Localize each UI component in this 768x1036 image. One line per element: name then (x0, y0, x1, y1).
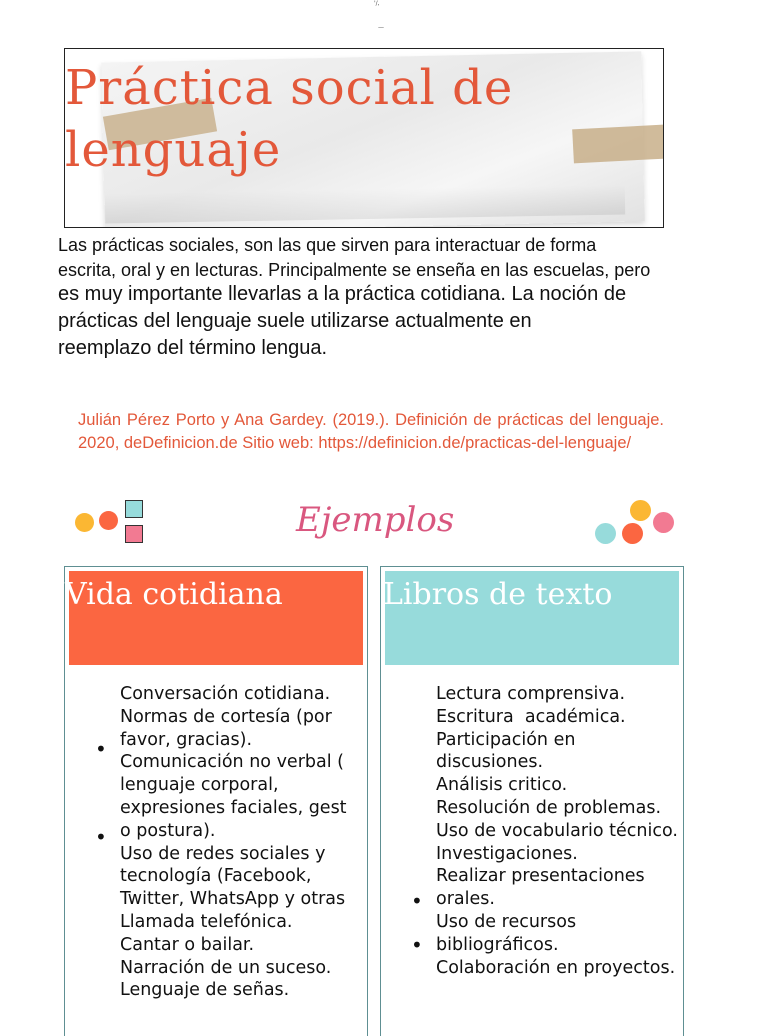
list-item: Normas de cortesía (por (120, 706, 332, 727)
list-item: Análisis critico. (436, 775, 568, 796)
orange-dot-decoration (622, 523, 643, 544)
column-header-label: Libros de texto (383, 577, 613, 612)
list-item: lenguaje corporal, (120, 775, 279, 796)
pink-dot-decoration (653, 512, 674, 533)
teal-square-decoration (125, 500, 143, 518)
intro-paragraph-part-2 (58, 281, 708, 362)
list-item: bibliográficos. (436, 934, 559, 955)
list-item: Lectura comprensiva. (436, 684, 626, 704)
list-item: Uso de redes sociales y (120, 843, 326, 864)
page-title (65, 57, 513, 181)
bullet-icon: • (95, 825, 107, 849)
column-header-daily-life (65, 571, 363, 665)
list-item: Participación en (436, 729, 576, 750)
list-item: Escritura académica. (436, 706, 626, 727)
top-mark: '/, (374, 0, 380, 7)
daily-life-list (120, 683, 347, 1002)
list-item: Cantar o bailar. (120, 934, 255, 955)
list-item: Investigaciones. (436, 843, 578, 864)
bullet-icon: • (95, 737, 107, 761)
yellow-dot-decoration (75, 513, 94, 532)
column-textbooks (380, 566, 684, 1036)
column-daily-life (64, 566, 368, 1036)
top-dash: — (378, 24, 384, 31)
intro-line: es muy importante llevarlas a la práctica cotidiana. La noción de (58, 283, 627, 305)
intro-line: prácticas del lenguaje suele utilizarse actualmente en (58, 310, 532, 332)
list-item: Resolución de problemas. (436, 797, 662, 818)
pink-square-decoration (125, 525, 143, 543)
intro-line: reemplazo del término lengua. (58, 337, 328, 359)
list-item: o postura). (120, 820, 216, 841)
list-item: Comunicación no verbal ( (120, 752, 344, 773)
title-line-2: lenguaje (65, 122, 282, 178)
list-item: discusiones. (436, 752, 544, 773)
list-item: Lenguaje de señas. (120, 980, 290, 1001)
list-item: Uso de recursos (436, 911, 577, 932)
list-item: Uso de vocabulario técnico. (436, 820, 678, 841)
list-item: Twitter, WhatsApp y otras (120, 889, 346, 910)
intro-line: Las prácticas sociales, son las que sirven para interactuar de forma (58, 235, 597, 255)
list-item: favor, gracias). (120, 729, 253, 750)
list-item: tecnología (Facebook, (120, 866, 312, 887)
examples-heading: Ejemplos (296, 500, 455, 540)
column-header-label: Vida cotidiana (65, 577, 283, 612)
column-header-textbooks (385, 571, 679, 665)
list-item: Llamada telefónica. (120, 911, 293, 932)
title-banner (64, 48, 664, 228)
intro-paragraph-part-1 (58, 233, 708, 282)
bullet-icon: • (411, 889, 423, 913)
yellow-dot-decoration (630, 500, 651, 521)
orange-dot-decoration (99, 511, 118, 530)
list-item: Conversación cotidiana. (120, 684, 331, 704)
citation: Julián Pérez Porto y Ana Gardey. (2019.). Definición de prácticas del lenguaje. 2020, deDefinicion.de Sitio web: https://definicion.de/practicas-del-lenguaje/ (78, 411, 664, 452)
list-item: Realizar presentaciones (436, 866, 645, 887)
intro-line: escrita, oral y en lecturas. Principalmente se enseña en las escuelas, pero (58, 259, 651, 280)
list-item: orales. (436, 889, 495, 910)
list-item: expresiones faciales, gest (120, 797, 347, 818)
list-item: Colaboración en proyectos. (436, 957, 676, 978)
teal-dot-decoration (595, 523, 616, 544)
list-item: Narración de un suceso. (120, 957, 332, 978)
tape-right-graphic (572, 125, 664, 164)
textbooks-list (436, 683, 678, 979)
bullet-icon: • (411, 933, 423, 957)
title-line-1: Práctica social de (65, 60, 514, 116)
